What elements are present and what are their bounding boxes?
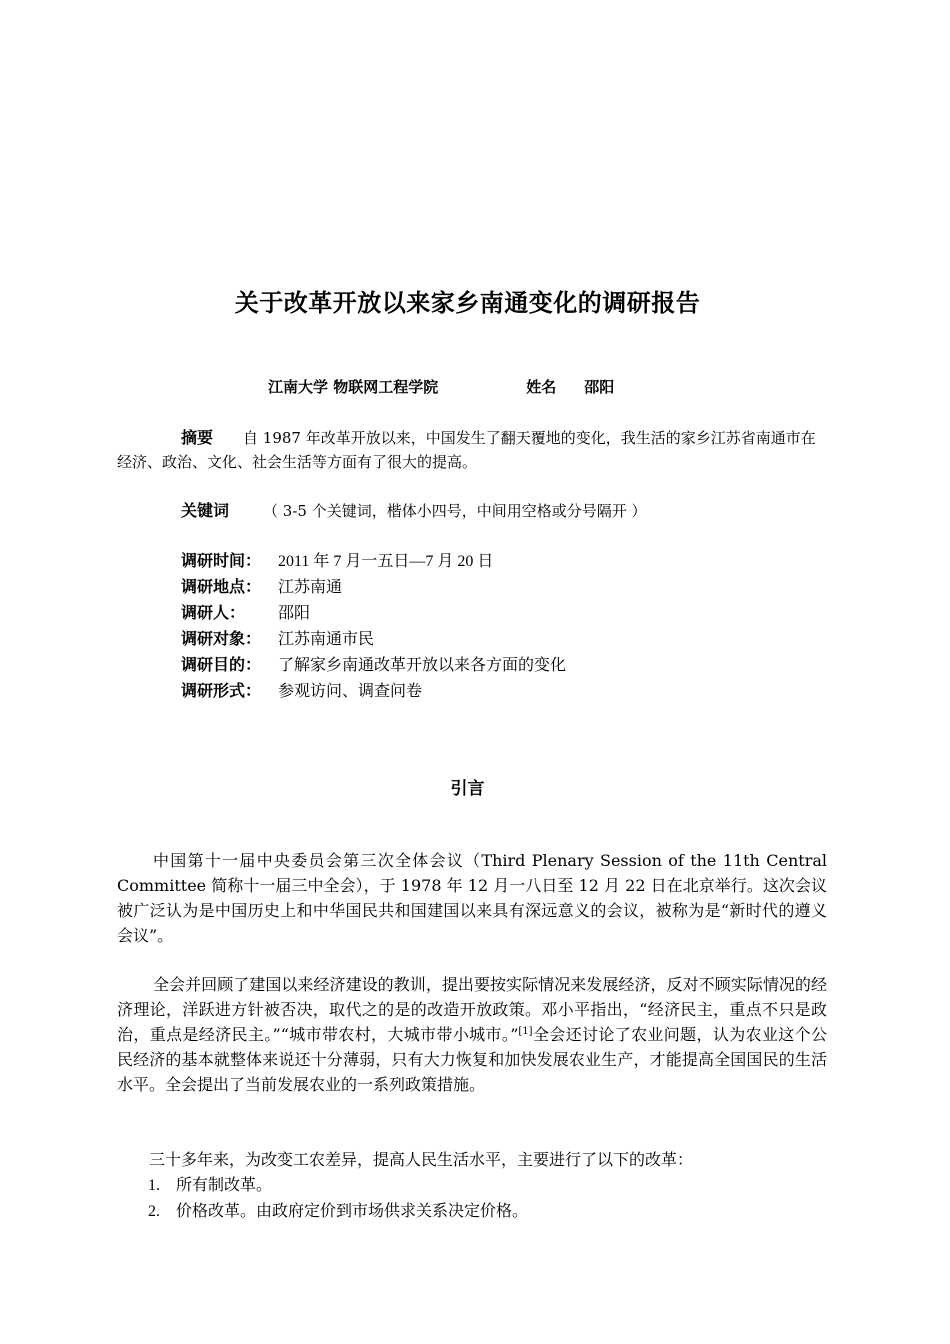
paragraph-2-text-a: 全会并回顾了建国以来经济建设的教训，提出要按实际情况来发展经济，反对不顾实际情况的经济理论，洋跃进方针被否决，取代之的是的改造开放政策。邓小平指出，“经济民主，重点不只是政治，重点是经济民主。”“城市带农村，大城市带小城市。”: [117, 975, 827, 1044]
school-name: 江南大学 物联网工程学院: [268, 378, 439, 396]
field-label: 调研地点：: [181, 577, 262, 596]
reform-list: [148, 1172, 528, 1224]
paragraph-3: 三十多年来，为改变工农差异，提高人民生活水平，主要进行了以下的改革：: [149, 1150, 694, 1169]
abstract-text: 自 1987 年改革开放以来，中国发生了翻天覆地的变化，我生活的家乡江苏省南通市在经济、政治、文化、社会生活等方面有了很大的提高。: [117, 429, 816, 471]
field-label: 调研目的：: [181, 655, 262, 674]
author-name: 邵阳: [584, 378, 615, 396]
survey-subject-row: [181, 626, 566, 652]
survey-time-row: [181, 548, 566, 574]
survey-person-row: [181, 600, 566, 626]
author-affiliation: [268, 376, 614, 397]
survey-info: [181, 548, 566, 704]
field-label: 调研对象：: [181, 629, 262, 648]
field-value: 江苏南通: [278, 579, 343, 596]
report-title: 关于改革开放以来家乡南通变化的调研报告: [234, 289, 701, 317]
field-value: 了解家乡南通改革开放以来各方面的变化: [278, 657, 567, 674]
field-label: 调研形式：: [181, 681, 262, 700]
abstract: [117, 426, 817, 474]
keywords: [181, 499, 646, 523]
field-value: 参观访问、调查问卷: [278, 683, 423, 700]
keywords-text: （ 3-5 个关键词，楷体小四号，中间用空格或分号隔开 ）: [263, 502, 647, 520]
field-value: 邵阳: [278, 605, 311, 622]
abstract-label: 摘要: [181, 428, 214, 447]
list-number: 2.: [148, 1203, 160, 1220]
keywords-label: 关键词: [181, 501, 230, 520]
citation-ref[interactable]: [1]: [518, 1026, 533, 1037]
paragraph-2-text-b: 全会还讨论了农业问题，认为农业这个公民经济的基本就整体来说还十分薄弱，只有大力恢复和加快发展农业生产，才能提高全国国民的生活水平。全会提出了当前发展农业的一系列政策措施。: [117, 1025, 827, 1094]
field-value: 江苏南通市民: [278, 631, 375, 648]
list-item: [148, 1198, 528, 1224]
paragraph-1: 中国第十一届中央委员会第三次全体会议（Third Plenary Session of the 11th Central Committee 简称十一届三中全会），于 1978 年 12 月一八日至 12 月 22 日在北京举行。这次会议被广泛认为是中国历史上和中华国民共和国建国以来具有深远意义的会议，被称为是“新时代的遵义会议”。: [117, 851, 827, 945]
list-number: 1.: [148, 1177, 160, 1194]
section-heading-intro: 引言: [450, 779, 485, 799]
survey-purpose-row: [181, 652, 566, 678]
list-item: [148, 1172, 528, 1198]
field-value: 2011 年 7 月一五日—7 月 20 日: [278, 553, 494, 570]
list-text: 所有制改革。: [176, 1175, 273, 1194]
field-label: 调研人：: [181, 603, 246, 622]
list-text: 价格改革。由政府定价到市场供求关系决定价格。: [176, 1201, 529, 1220]
survey-location-row: [181, 574, 566, 600]
field-label: 调研时间：: [181, 551, 262, 570]
name-label: 姓名: [526, 378, 557, 396]
paragraph-2: [117, 972, 827, 1097]
survey-form-row: [181, 678, 566, 704]
